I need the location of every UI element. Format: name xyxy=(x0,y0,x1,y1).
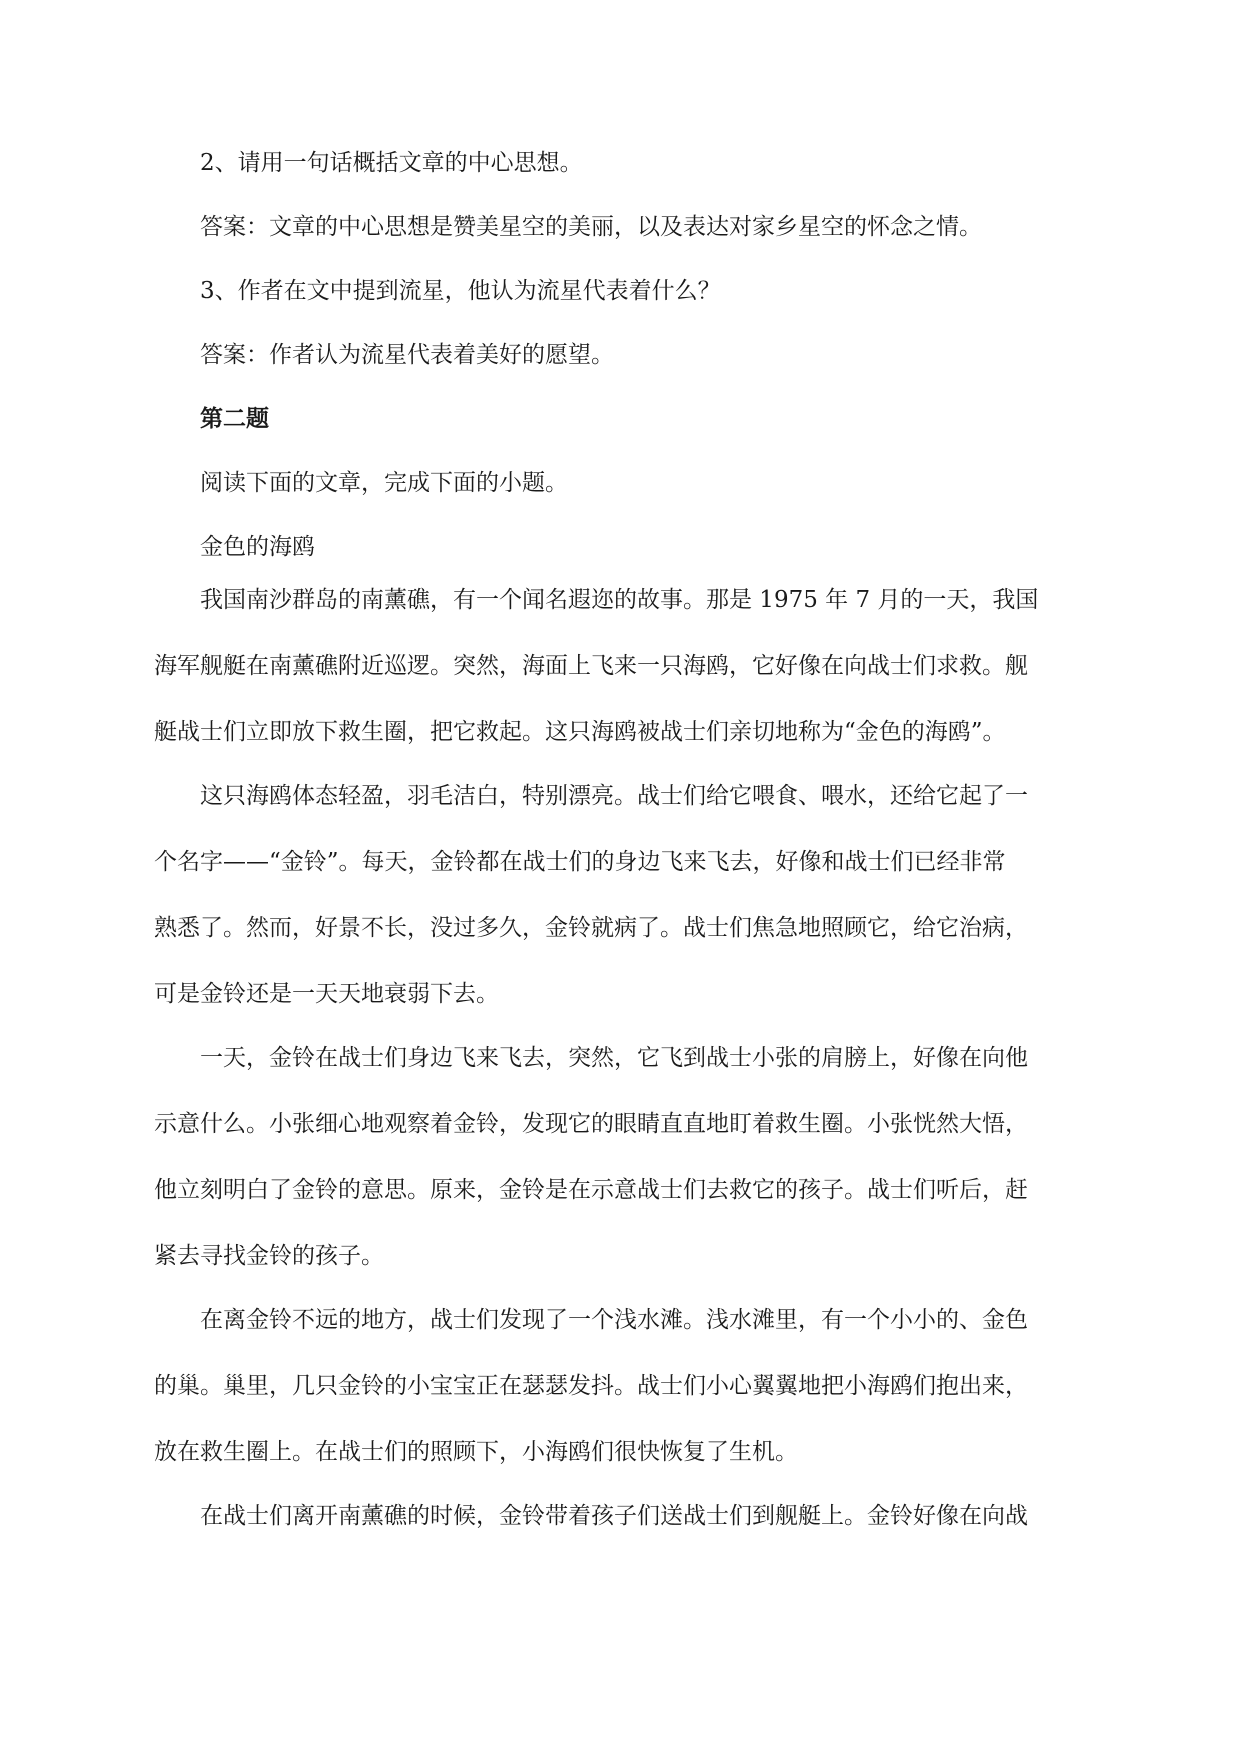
paragraph-2 xyxy=(154,763,1088,1027)
paragraph-line: 他立刻明白了金铃的意思。原来，金铃是在示意战士们去救它的孩子。战士们听后，赶 xyxy=(154,1177,1028,1203)
paragraph-line: 艇战士们立即放下救生圈，把它救起。这只海鸥被战士们亲切地称为“金色的海鸥”。 xyxy=(154,719,1006,745)
paragraph-line: 这只海鸥体态轻盈，羽毛洁白，特别漂亮。战士们给它喂食、喂水，还给它起了一 xyxy=(200,783,1028,809)
article-title: 金色的海鸥 xyxy=(200,534,315,560)
paragraph-4 xyxy=(154,1287,1088,1485)
paragraph-line: 的巢。巢里，几只金铃的小宝宝正在瑟瑟发抖。战士们小心翼翼地把小海鸥们抱出来， xyxy=(154,1373,1028,1399)
paragraph-line: 在离金铃不远的地方，战士们发现了一个浅水滩。浅水滩里，有一个小小的、金色 xyxy=(200,1307,1028,1333)
question-2: 2、请用一句话概括文章的中心思想。 xyxy=(200,150,583,176)
paragraph-3 xyxy=(154,1025,1088,1289)
paragraph-line: 在战士们离开南薰礁的时候，金铃带着孩子们送战士们到舰艇上。金铃好像在向战 xyxy=(200,1503,1028,1529)
paragraph-line: 我国南沙群岛的南薰礁，有一个闻名遐迩的故事。那是 1975 年 7 月的一天，我国 xyxy=(200,587,1039,613)
paragraph-line: 一天，金铃在战士们身边飞来飞去，突然，它飞到战士小张的肩膀上，好像在向他 xyxy=(200,1045,1028,1071)
paragraph-1 xyxy=(154,567,1088,765)
question-3: 3、作者在文中提到流星，他认为流星代表着什么？ xyxy=(200,278,721,304)
section-heading: 第二题 xyxy=(200,405,269,432)
paragraph-line: 海军舰艇在南薰礁附近巡逻。突然，海面上飞来一只海鸥，它好像在向战士们求救。舰 xyxy=(154,653,1028,679)
paragraph-line: 放在救生圈上。在战士们的照顾下，小海鸥们很快恢复了生机。 xyxy=(154,1439,798,1465)
paragraph-line: 示意什么。小张细心地观察着金铃，发现它的眼睛直直地盯着救生圈。小张恍然大悟， xyxy=(154,1111,1028,1137)
answer-2: 答案：文章的中心思想是赞美星空的美丽，以及表达对家乡星空的怀念之情。 xyxy=(200,214,982,240)
paragraph-line: 熟悉了。然而，好景不长，没过多久，金铃就病了。战士们焦急地照顾它，给它治病， xyxy=(154,915,1028,941)
document-body xyxy=(154,147,1088,1547)
paragraph-line: 紧去寻找金铃的孩子。 xyxy=(154,1243,384,1269)
answer-3: 答案：作者认为流星代表着美好的愿望。 xyxy=(200,342,614,368)
paragraph-5 xyxy=(200,1483,1088,1549)
paragraph-line: 可是金铃还是一天天地衰弱下去。 xyxy=(154,981,499,1007)
paragraph-line: 个名字——“金铃”。每天，金铃都在战士们的身边飞来飞去，好像和战士们已经非常 xyxy=(154,849,1006,875)
reading-instruction: 阅读下面的文章，完成下面的小题。 xyxy=(200,470,568,496)
